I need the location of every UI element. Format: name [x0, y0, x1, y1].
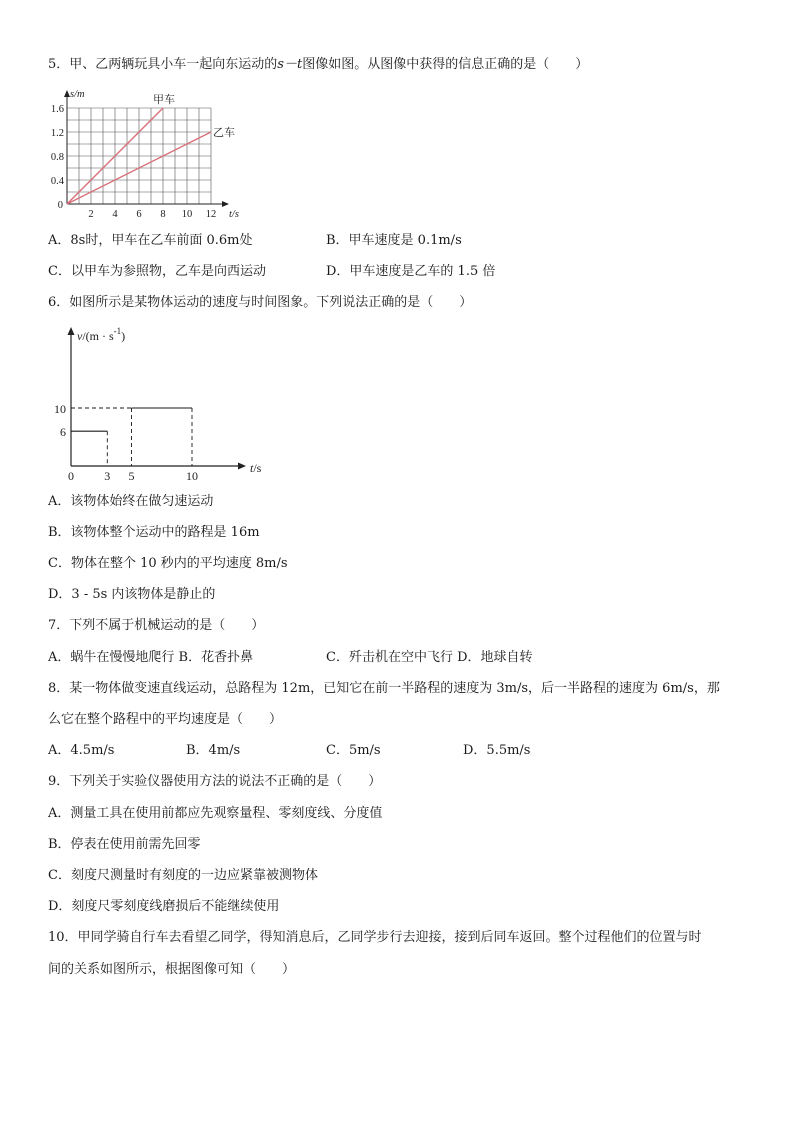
q10-stem-line2: 间的关系如图所示，根据图像可知（ ） [48, 962, 296, 977]
q6-option-c: C．物体在整个 10 秒内的平均速度 8m/s [48, 556, 288, 571]
x-tick-label: 6 [136, 209, 142, 220]
y-axis-label: $v/(m \cdot s^{-1})$ [77, 326, 126, 343]
q8-option-b: B．4m/s [186, 743, 241, 758]
x-axis-arrow [222, 201, 229, 207]
origin-label: 0 [57, 200, 63, 211]
series-label-yi: 乙车 [213, 127, 235, 139]
q5-stem-text: 5．甲、乙两辆玩具小车一起向东运动的 [48, 57, 278, 72]
q8-option-c: C．5m/s [326, 743, 381, 758]
q5-option-a: A．8s时，甲车在乙车前面 0.6m处 [48, 233, 253, 248]
y-tick-label: 1.2 [50, 128, 64, 139]
q9-option-d: D．刻度尺零刻度线磨损后不能继续使用 [48, 899, 280, 914]
q9-option-a: A．测量工具在使用前都应先观察量程、零刻度线、分度值 [48, 806, 383, 821]
q5-stem-end: 图像如图。从图像中获得的信息正确的是（ ） [302, 57, 589, 72]
x-axis-label: t/s [250, 461, 262, 475]
x-tick-label: 10 [181, 209, 193, 220]
q7-option-cd: C．歼击机在空中飞行 D．地球自转 [326, 650, 533, 665]
x-tick-label: 4 [112, 209, 118, 220]
st-graph-grid [67, 108, 211, 204]
q7-stem: 7．下列不属于机械运动的是（ ） [48, 618, 265, 633]
q8-option-a: A．4.5m/s [48, 743, 115, 758]
vt-graph-labels [54, 326, 262, 483]
y-tick-label: 0.8 [50, 152, 64, 163]
vt-graph-chart [40, 318, 280, 483]
y-tick-label: 1.6 [50, 104, 64, 115]
q8-option-d: D．5.5m/s [463, 743, 531, 758]
q6-stem: 6．如图所示是某物体运动的速度与时间图象。下列说法正确的是（ ） [48, 295, 473, 310]
q5-stem [48, 57, 588, 73]
q9-option-b: B．停表在使用前需先回零 [48, 837, 201, 852]
q6-option-a: A．该物体始终在做匀速运动 [48, 494, 214, 509]
x-tick-label: 10 [186, 469, 198, 483]
y-tick-label: 0.4 [50, 176, 64, 187]
q5-option-d: D．甲车速度是乙车的 1.5 倍 [326, 264, 496, 279]
y-axis-arrow [68, 327, 75, 335]
vt-graph-series [71, 408, 192, 466]
y-tick-label: 10 [54, 402, 66, 416]
x-tick-label: 3 [104, 469, 111, 483]
x-tick-label: 2 [88, 209, 94, 220]
q8-stem-line1: 8．某一物体做变速直线运动，总路程为 12m，已知它在前一半路程的速度为 3m/s，后一半路程的速度为 6m/s，那 [48, 681, 720, 696]
q6-option-b: B．该物体整个运动中的路程是 16m [48, 525, 260, 540]
q7-option-ab: A．蜗牛在慢慢地爬行 B．花香扑鼻 [48, 650, 254, 665]
q6-option-d: D．3 - 5s 内该物体是静止的 [48, 587, 216, 602]
y-tick-label: 6 [60, 425, 66, 440]
q5-option-c: C．以甲车为参照物，乙车是向西运动 [48, 264, 266, 279]
q5-option-b: B．甲车速度是 0.1m/s [326, 233, 462, 248]
q9-option-c: C．刻度尺测量时有刻度的一边应紧靠被测物体 [48, 868, 318, 883]
q5-stem-variable: s－t [277, 57, 303, 72]
q10-stem-line1: 10．甲同学骑自行车去看望乙同学，得知消息后，乙同学步行去迎接，接到后同车返回。整个过程他们的位置与时 [48, 930, 702, 945]
st-graph-axes [64, 90, 229, 207]
y-axis-label: s/m [70, 89, 85, 100]
x-tick-label: 12 [205, 209, 217, 220]
series-label-jia: 甲车 [153, 94, 175, 106]
q9-stem: 9．下列关于实验仪器使用方法的说法不正确的是（ ） [48, 774, 382, 789]
vt-graph-axes [68, 327, 247, 470]
x-tick-label: 8 [160, 209, 166, 220]
x-tick-label: 0 [68, 469, 74, 483]
q8-stem-line2: 么它在整个路程中的平均速度是（ ） [48, 712, 283, 727]
x-axis-arrow [238, 463, 246, 470]
st-graph-chart [40, 88, 260, 222]
x-axis-label: t/s [229, 209, 239, 220]
x-tick-label: 5 [128, 469, 135, 483]
